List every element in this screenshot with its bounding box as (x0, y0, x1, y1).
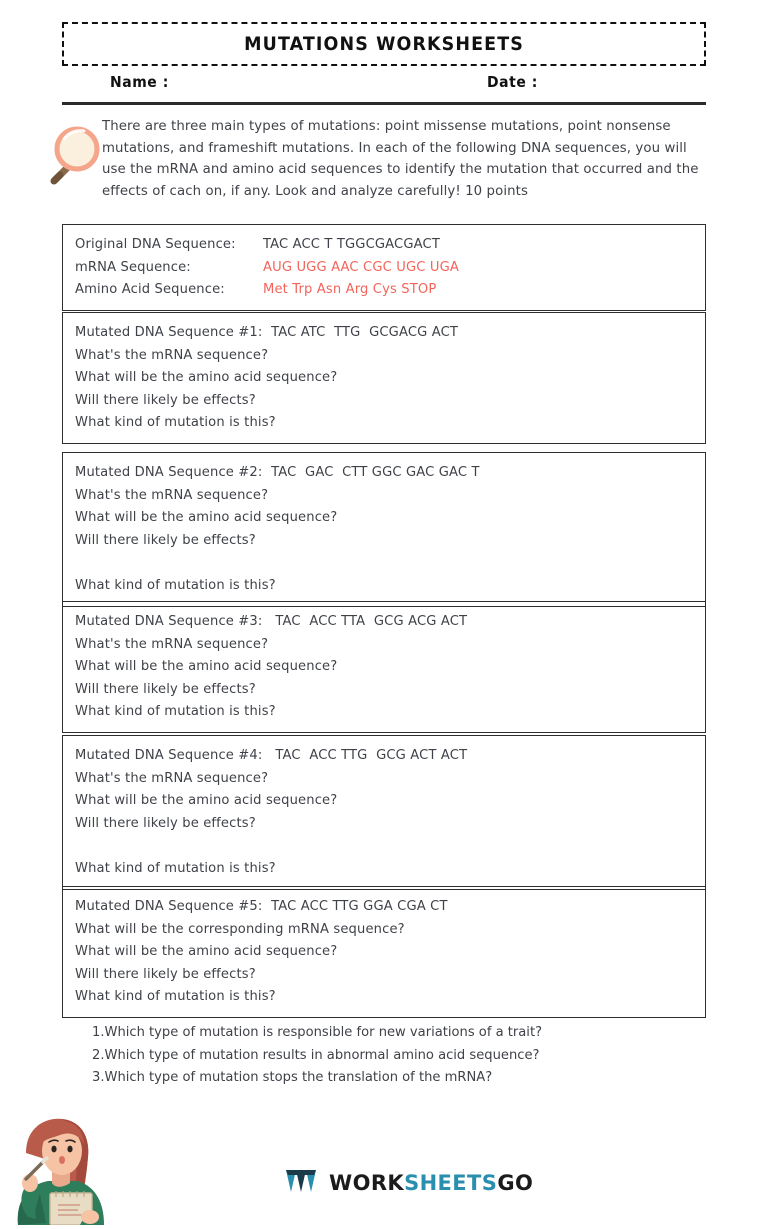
date-label: Date : (487, 73, 538, 91)
mutation-box-3 (62, 601, 706, 733)
mutation-question: What kind of mutation is this? (75, 989, 276, 1005)
mutation-question: What will be the amino acid sequence? (75, 659, 338, 675)
mutation-question: What kind of mutation is this? (75, 860, 276, 876)
mutation-heading: Mutated DNA Sequence #5: TAC ACC TTG GGA CGA CT (75, 899, 448, 914)
amino-acid-value: Met Trp Asn Arg Cys STOP (263, 282, 437, 298)
original-dna-value: TAC ACC T TGGCGACGACT (263, 237, 440, 252)
closing-question-1: 1.Which type of mutation is responsible for new variations of a trait? (92, 1025, 543, 1040)
mutation-question: What will be the amino acid sequence? (75, 793, 338, 809)
closing-question-2: 2.Which type of mutation results in abnormal amino acid sequence? (92, 1047, 540, 1063)
mutation-question: What's the mRNA sequence? (75, 347, 269, 363)
mutation-heading: Mutated DNA Sequence #1: TAC ATC TTG GCGACG ACT (75, 325, 459, 340)
mrna-label: mRNA Sequence: (75, 259, 191, 275)
mutation-question: What's the mRNA sequence? (75, 770, 269, 786)
mutation-heading: Mutated DNA Sequence #2: TAC GAC CTT GGC GAC GAC T (75, 465, 480, 480)
logo-text-go: GO (497, 1171, 534, 1195)
mrna-value: AUG UGG AAC CGC UGC UGA (263, 259, 460, 275)
mutation-question: What will be the amino acid sequence? (75, 370, 338, 386)
intro-section (44, 112, 712, 202)
mutation-question: Will there likely be effects? (75, 392, 256, 408)
mutation-question: Will there likely be effects? (75, 532, 256, 548)
mrna-row (75, 257, 705, 280)
original-sequence-box (62, 224, 706, 311)
mutation-heading: Mutated DNA Sequence #4: TAC ACC TTG GCG ACT ACT (75, 748, 468, 763)
girl-with-notepad-illustration (0, 1105, 122, 1225)
mutation-question: What's the mRNA sequence? (75, 487, 269, 503)
closing-questions-list (92, 1022, 692, 1090)
original-dna-row (75, 234, 705, 257)
magnifying-glass-icon (44, 114, 102, 192)
worksheetsgo-logo (285, 1168, 533, 1198)
mutation-box-2 (62, 452, 706, 607)
spacer-line (75, 552, 705, 575)
mutation-question: Will there likely be effects? (75, 815, 256, 831)
header-divider (62, 102, 706, 105)
closing-question-3: 3.Which type of mutation stops the translation of the mRNA? (92, 1070, 493, 1085)
mutation-box-4 (62, 735, 706, 890)
mutation-question: What kind of mutation is this? (75, 704, 276, 720)
worksheet-title-box (62, 22, 706, 66)
page-title: MUTATIONS WORKSHEETS (244, 33, 524, 55)
mutation-heading: Mutated DNA Sequence #3: TAC ACC TTA GCG ACG ACT (75, 614, 468, 629)
mutation-question: What will be the amino acid sequence? (75, 510, 338, 526)
mutation-box-1 (62, 312, 706, 444)
spacer-line (75, 835, 705, 858)
mutation-question: What's the mRNA sequence? (75, 636, 269, 652)
logo-text-sheets: SHEETS (404, 1171, 498, 1195)
mutation-question: What will be the amino acid sequence? (75, 944, 338, 960)
original-dna-label: Original DNA Sequence: (75, 237, 236, 252)
w-logo-icon (285, 1168, 319, 1198)
name-label: Name : (110, 73, 169, 91)
mutation-question: What kind of mutation is this? (75, 577, 276, 593)
mutation-question: Will there likely be effects? (75, 966, 256, 982)
logo-text-work: WORK (329, 1171, 405, 1195)
intro-paragraph: There are three main types of mutations: point missense mutations, point nonsense mutations, and frameshift mutations. In each of the following DNA sequences, you will use the mRNA and amino acid sequences to identify the mutation that occurred and the effects of cach on, if any. Look and analyze carefully! 10 points (102, 119, 699, 199)
mutation-question: Will there likely be effects? (75, 681, 256, 697)
mutation-question: What kind of mutation is this? (75, 415, 276, 431)
amino-acid-row (75, 279, 705, 302)
name-date-row (62, 70, 706, 100)
amino-acid-label: Amino Acid Sequence: (75, 282, 225, 298)
mutation-question: What will be the corresponding mRNA sequence? (75, 921, 405, 937)
mutation-box-5 (62, 886, 706, 1018)
